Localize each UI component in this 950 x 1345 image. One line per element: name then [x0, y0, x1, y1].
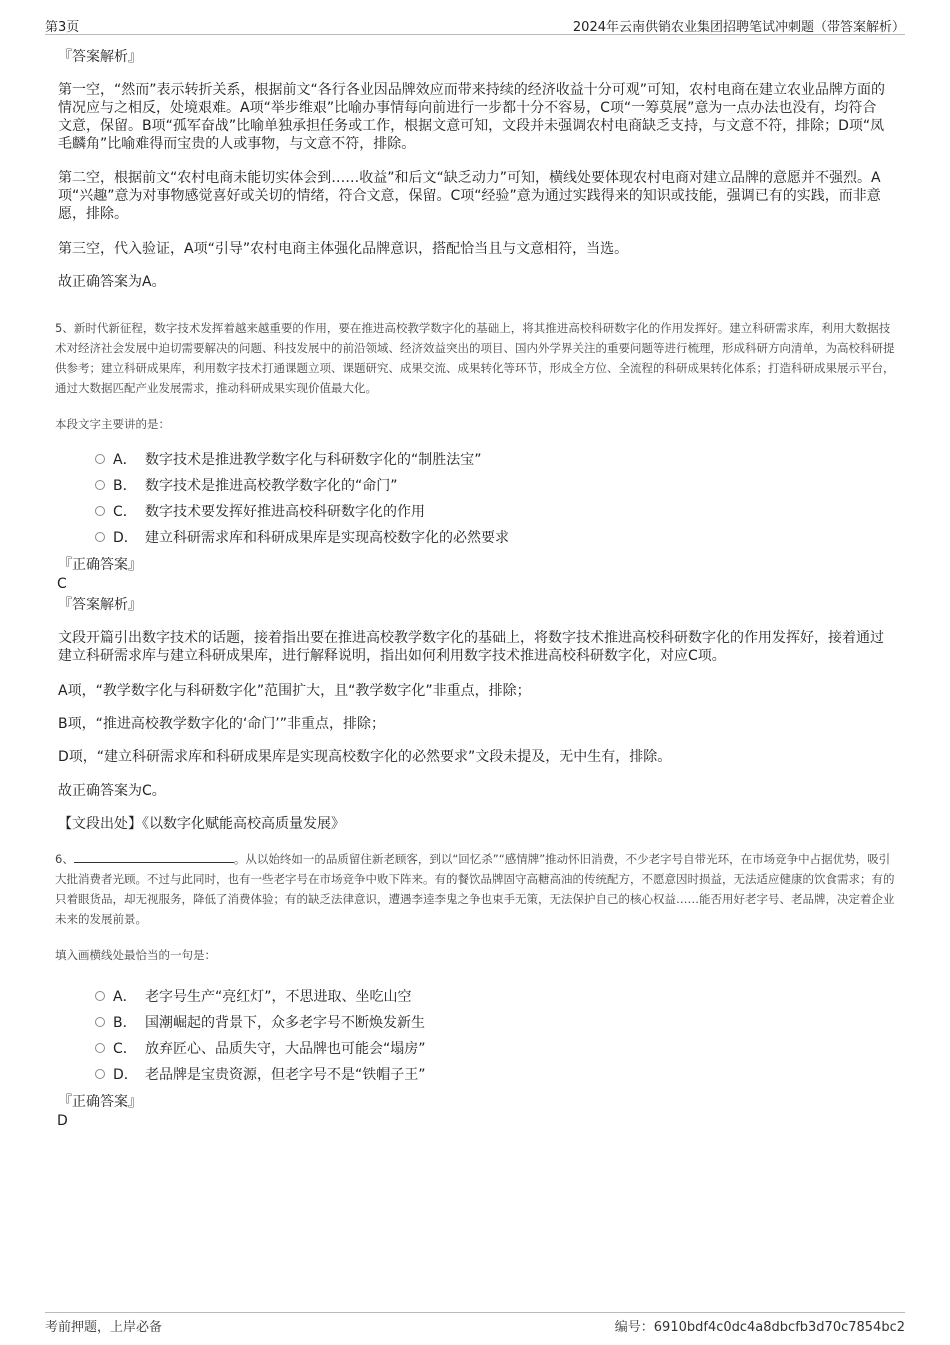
q5-analysis-label: 『答案解析』: [58, 597, 142, 613]
q6-option-c[interactable]: [95, 1040, 426, 1058]
q6-number: 6、: [55, 852, 74, 866]
option-text: 放弃匠心、品质失守，大品牌也可能会“塌房”: [145, 1041, 426, 1057]
page-header: [45, 14, 905, 35]
q4-conclusion: 故正确答案为A。: [58, 274, 166, 290]
option-letter: D．: [113, 1067, 138, 1083]
radio-icon[interactable]: [95, 506, 105, 516]
q5-answer: C: [57, 576, 67, 592]
q6-option-b[interactable]: [95, 1014, 425, 1032]
radio-icon[interactable]: [95, 1017, 105, 1027]
q6-prompt: 填入画横线处最恰当的一句是：: [55, 948, 216, 962]
option-letter: A．: [113, 989, 137, 1005]
option-text: 数字技术是推进教学数字化与科研数字化的“制胜法宝”: [145, 452, 482, 468]
q5-analysis-paragraph: B项，“推进高校教学数字化的‘命门’”非重点，排除；: [58, 716, 386, 732]
q5-answer-label: 『正确答案』: [58, 557, 142, 573]
q6-answer: D: [57, 1113, 68, 1129]
q5-option-d[interactable]: [95, 529, 509, 547]
option-text: 数字技术要发挥好推进高校科研数字化的作用: [145, 504, 425, 520]
option-text: 老字号生产“亮红灯”，不思进取、坐吃山空: [145, 989, 412, 1005]
option-text: 建立科研需求库和科研成果库是实现高校数字化的必然要求: [145, 530, 509, 546]
option-letter: D．: [113, 530, 138, 546]
radio-icon[interactable]: [95, 480, 105, 490]
q6-answer-label: 『正确答案』: [58, 1094, 142, 1110]
q5-prompt: 本段文字主要讲的是：: [55, 417, 170, 431]
q5-analysis-paragraph: A项，“教学数字化与科研数字化”范围扩大，且“教学数字化”非重点，排除；: [58, 683, 531, 699]
q6-option-d[interactable]: [95, 1066, 426, 1084]
q4-analysis-paragraph: 第一空，“然而”表示转折关系，根据前文“各行各业因品牌效应而带来持续的经济收益十分可观”可知，农村电商在建立农业品牌方面的情况应与之相反，处境艰难。A项“举步维艰”比喻办事情每向前进行一步都十分不容易，C项“一筹莫展”意为一点办法也没有，均符合文意，保留。B项“孤军奋战”比喻单独承担任务或工作，根据文意可知，文段并未强调农村电商缺乏支持，与文意不符，排除；D项“凤毛麟角”比喻难得而宝贵的人或事物，与文意不符，排除。: [58, 82, 886, 152]
radio-icon[interactable]: [95, 532, 105, 542]
document-code: 编号：6910bdf4c0dc4a8dbcfb3d70c7854bc2: [614, 1320, 905, 1335]
option-text: 数字技术是推进高校教学数字化的“命门”: [145, 478, 398, 494]
q6-option-a[interactable]: [95, 988, 412, 1006]
option-letter: B．: [113, 1015, 137, 1031]
page-number: 第3页: [45, 20, 80, 35]
q6-question: [55, 849, 900, 929]
q4-analysis-paragraph: 第二空，根据前文“农村电商未能切实体会到……收益”和后文“缺乏动力”可知，横线处要体现农村电商对建立品牌的意愿并不强烈。A项“兴趣”意为对事物感觉喜好或关切的情绪，符合文意，保留。C项“经验”意为通过实践得来的知识或技能，强调已有的实践，而非意愿，排除。: [58, 170, 881, 222]
radio-icon[interactable]: [95, 1069, 105, 1079]
option-letter: B．: [113, 478, 137, 494]
q4-analysis-paragraph: 第三空，代入验证，A项“引导”农村电商主体强化品牌意识，搭配恰当且与文意相符，当选。: [58, 241, 629, 257]
q5-stem: 5、新时代新征程，数字技术发挥着越来越重要的作用，要在推进高校教学数字化的基础上，将其推进高校科研数字化的作用发挥好。建立科研需求库，利用大数据技术对经济社会发展中迫切需要解决的问题、科技发展中的前沿领域、经济效益突出的项目、国内外学界关注的重要问题等进行梳理，形成科研方向清单，为高校科研提供参考；建立科研成果库，利用数字技术打通课题立项、课题研究、成果交流、成果转化等环节，形成全方位、全流程的科研成果转化体系；打造科研成果展示平台，通过大数据匹配产业发展需求，推动科研成果实现价值最大化。: [55, 321, 895, 395]
option-letter: A．: [113, 452, 137, 468]
q5-analysis-paragraph: 文段开篇引出数字技术的话题，接着指出要在推进高校教学数字化的基础上，将数字技术推进高校科研数字化的作用发挥好，接着通过建立科研需求库与建立科研成果库，进行解释说明，指出如何利用数字技术推进高校科研数字化，对应C项。: [58, 630, 884, 664]
q5-analysis-paragraph: D项，“建立科研需求库和科研成果库是实现高校数字化的必然要求”文段未提及，无中生有，排除。: [58, 749, 672, 765]
radio-icon[interactable]: [95, 454, 105, 464]
q5-option-c[interactable]: [95, 503, 425, 521]
q4-analysis-label: 『答案解析』: [58, 49, 142, 65]
q5-option-a[interactable]: [95, 451, 482, 469]
q5-option-b[interactable]: [95, 477, 398, 495]
document-title: 2024年云南供销农业集团招聘笔试冲刺题（带答案解析）: [572, 20, 905, 35]
radio-icon[interactable]: [95, 1043, 105, 1053]
q6-fill-blank: [74, 850, 234, 863]
option-letter: C．: [113, 1041, 137, 1057]
q5-source: 【文段出处】《以数字化赋能高校高质量发展》: [58, 816, 345, 832]
radio-icon[interactable]: [95, 991, 105, 1001]
q6-stem: 。从以始终如一的品质留住新老顾客，到以“回忆杀”“感情牌”推动怀旧消费，不少老字号自带光环，在市场竞争中占据优势，吸引大批消费者光顾。不过与此同时，也有一些老字号在市场竞争中败下阵来。有的餐饮品牌固守高糖高油的传统配方，不愿意因时损益，无法适应健康的饮食需求；有的只着眼货品，却无视服务，降低了消费体验；有的缺乏法律意识，遭遇李逵李鬼之争也束手无策，无法保护自己的核心权益……能否用好老字号、老品牌，决定着企业未来的发展前景。: [55, 852, 895, 926]
q5-conclusion: 故正确答案为C。: [58, 783, 166, 799]
option-text: 国潮崛起的背景下，众多老字号不断焕发新生: [145, 1015, 425, 1031]
footer-slogan: 考前押题，上岸必备: [45, 1320, 163, 1335]
option-text: 老品牌是宝贵资源，但老字号不是“铁帽子王”: [145, 1067, 426, 1083]
page-footer: [45, 1312, 905, 1333]
option-letter: C．: [113, 504, 137, 520]
